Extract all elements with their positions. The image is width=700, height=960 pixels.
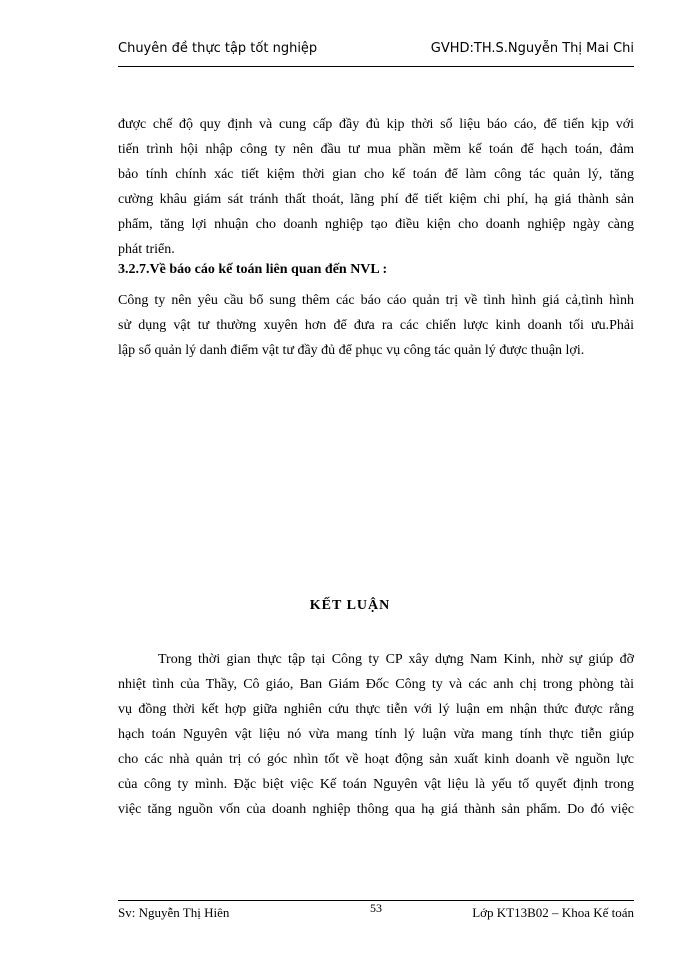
section-heading: 3.2.7.Về báo cáo kế toán liên quan đến NVL : — [118, 262, 388, 277]
page-footer — [118, 900, 634, 925]
paragraph-1 — [118, 112, 634, 262]
paragraph-line: cường khâu giám sát tránh thất thoát, lãng phí để tiết kiệm chi phí, hạ giá thành sản — [118, 192, 634, 207]
paragraph-line: Công ty nên yêu cầu bổ sung thêm các báo cáo quản trị về tình hình giá cả,tình hình — [118, 293, 634, 308]
page-number: 53 — [370, 901, 382, 915]
paragraph-line: vụ đồng thời kết hợp giữa nghiên cứu thực tiễn với lý luận em nhận thức được rằng — [118, 702, 634, 717]
paragraph-line: của công ty mình. Đặc biệt việc Kế toán Nguyên vật liệu là yếu tố quyết định trong — [118, 777, 634, 792]
paragraph-line: sử dụng vật tư thường xuyên hơn để đưa ra các chiến lược kinh doanh tối ưu.Phải — [118, 318, 634, 333]
paragraph-line: được chế độ quy định và cung cấp đầy đủ kịp thời số liệu báo cáo, để tiến kịp với — [118, 117, 634, 132]
paragraph-line: Trong thời gian thực tập tại Công ty CP xây dựng Nam Kinh, nhờ sự giúp đỡ — [158, 652, 634, 667]
paragraph-line: cho các nhà quản trị có góc nhìn tốt về hoạt động sản xuất kinh doanh về nguồn lực — [118, 752, 634, 767]
section-paragraph — [118, 288, 634, 363]
paragraph-line: hạch toán Nguyên vật liệu nó vừa mang tính lý luận vừa mang tính thực tiễn giúp — [118, 727, 634, 742]
paragraph-line: bảo tính chính xác tiết kiệm thời gian cho kế toán để làm công tác quản lý, tăng — [118, 167, 634, 182]
paragraph-line: phẩm, tăng lợi nhuận cho doanh nghiệp tạo điều kiện cho doanh nghiệp ngày càng — [118, 217, 634, 232]
page-header — [118, 36, 634, 67]
footer-student: Sv: Nguyễn Thị Hiên — [118, 905, 230, 920]
paragraph-line: nhiệt tình của Thầy, Cô giáo, Ban Giám Đốc Công ty và các anh chị trong phòng tài — [118, 677, 634, 692]
header-title: Chuyên đề thực tập tốt nghiệp — [118, 41, 318, 56]
footer-class: Lớp KT13B02 – Khoa Kế toán — [472, 905, 634, 920]
paragraph-line: tiến trình hội nhập công ty nên đầu tư mua phần mềm kế toán để hạch toán, đảm — [118, 142, 634, 157]
header-advisor: GVHD:TH.S.Nguyễn Thị Mai Chi — [430, 41, 634, 56]
conclusion-title: KẾT LUẬN — [309, 598, 391, 613]
paragraph-line: lập sổ quản lý danh điểm vật tư đầy đủ để phục vụ công tác quản lý được thuận lợi. — [118, 343, 585, 358]
paragraph-line: phát triển. — [118, 242, 175, 257]
conclusion-paragraph — [118, 647, 634, 822]
paragraph-line: việc tăng nguồn vốn của doanh nghiệp thông qua hạ giá thành sản phẩm. Do đó việc — [118, 802, 634, 817]
